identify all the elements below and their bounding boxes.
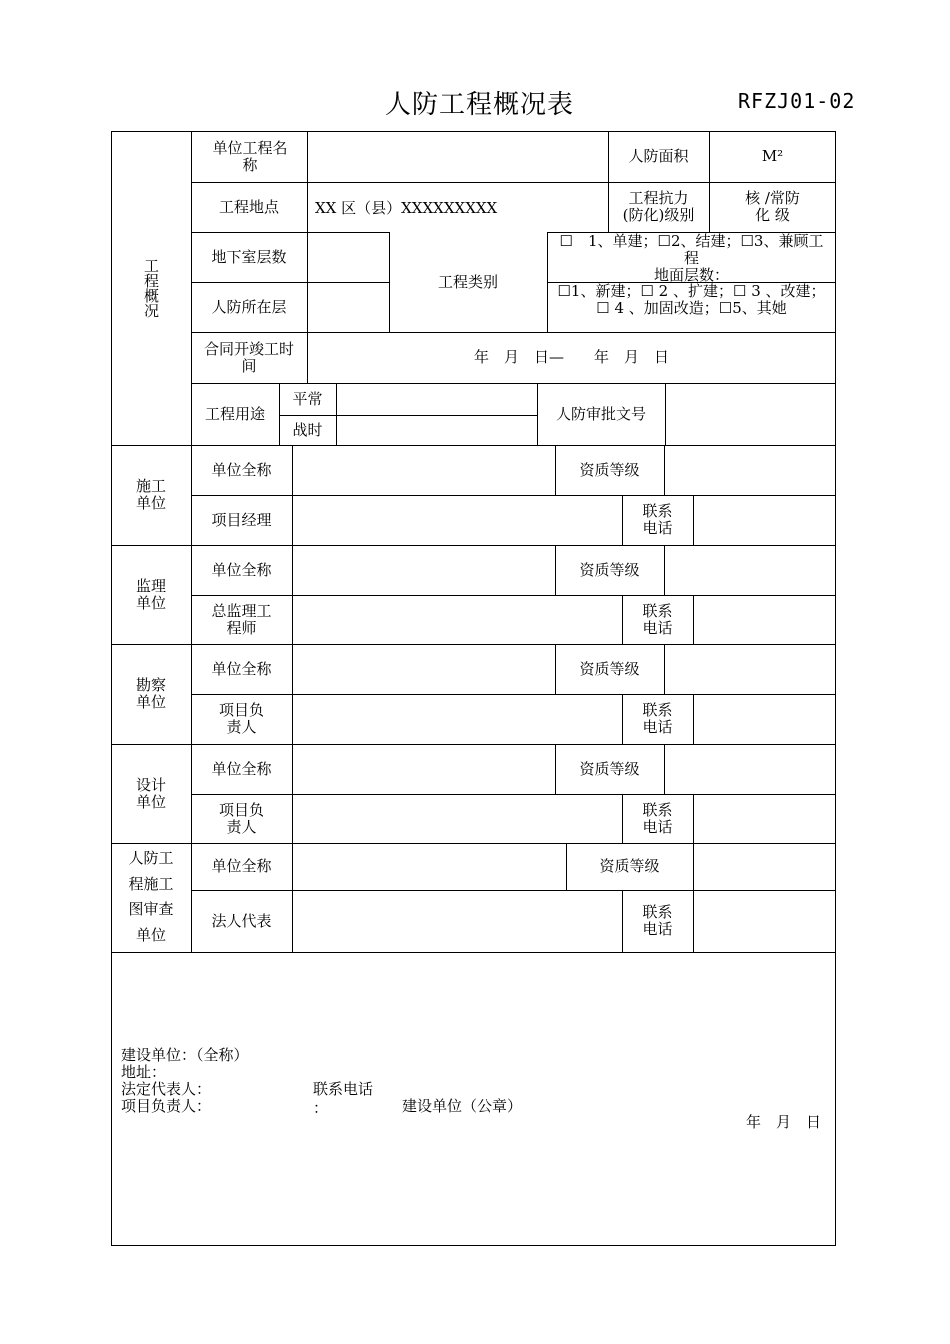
peacetime-field[interactable] [337,384,537,415]
builder-label: 建设单位：（全称） [121,1046,249,1064]
contract-period-label: 合同开竣工时间 [203,339,294,375]
construction-name-label: 单位全称 [211,460,272,479]
supervision-qual-label: 资质等级 [579,560,640,579]
location-label: 工程地点 [218,197,279,216]
project-leader-label: 项目负责人： [121,1097,212,1115]
survey-person-label: 项目负责人 [218,701,264,736]
category-options-box-1[interactable] [547,232,836,282]
section-label-overview: 工程概况 [142,258,160,318]
seal-label: 建设单位（公章） [402,1097,523,1115]
resistance-label: 工程抗力(防化)级别 [622,189,695,224]
survey-name-label: 单位全称 [211,659,272,678]
review-person-field[interactable] [293,891,622,952]
resistance-value[interactable]: 核 /常防化 级 [745,189,800,224]
basement-floors-label: 地下室层数 [211,247,287,266]
design-name-label: 单位全称 [211,759,272,778]
review-qual-field[interactable] [694,844,836,890]
supervision-name-label: 单位全称 [211,560,272,579]
section-label-construction: 施工单位 [135,477,166,512]
legal-rep-label: 法定代表人： [121,1080,212,1098]
construction-person-label: 项目经理 [211,510,272,529]
design-name-field[interactable] [293,745,555,794]
review-phone-label: 联系电话 [642,903,673,938]
supervision-person-field[interactable] [293,596,622,644]
section-label-supervision: 监理单位 [135,576,166,612]
construction-qual-field[interactable] [665,446,836,495]
review-qual-label: 资质等级 [599,857,660,875]
peacetime-label: 平常 [292,389,323,408]
category-options-2: ☐1、新建；☐ 2 、扩建；☐ 3 、改建； [557,282,826,300]
supervision-qual-field[interactable] [665,546,836,595]
approval-field[interactable] [666,384,836,445]
review-person-label: 法人代表 [211,911,272,930]
design-phone-label: 联系电话 [642,800,673,836]
construction-person-field[interactable] [293,496,622,545]
construction-phone-label: 联系电话 [642,502,673,537]
form-code: RFZJ01-02 [738,89,856,113]
area-label: 人防面积 [628,147,689,165]
category-options-3: ☐ 4 、加固改造；☐5、其她 [596,299,787,317]
wartime-label: 战时 [292,420,323,439]
supervision-phone-field[interactable] [694,596,836,644]
design-person-field[interactable] [293,795,622,843]
supervision-person-label: 总监理工程师 [211,601,272,637]
supervision-name-field[interactable] [293,546,555,595]
area-unit[interactable]: M² [761,147,784,165]
survey-phone-field[interactable] [694,695,836,744]
section-label-design: 设计单位 [135,775,166,811]
address-label: 地址： [121,1063,167,1081]
construction-name-field[interactable] [293,446,555,495]
usage-label: 工程用途 [204,404,265,423]
design-phone-field[interactable] [694,795,836,843]
category-options-1: ☐ 1、单建；☐2、结建；☐3、兼顾工程 [559,232,824,267]
category-label: 工程类别 [437,272,498,291]
survey-person-field[interactable] [293,695,622,744]
design-qual-label: 资质等级 [579,759,640,778]
footer-date: 年 月 日 [746,1113,822,1131]
contract-period-value[interactable]: 年 月 日— 年 月 日 [473,348,669,366]
construction-qual-label: 资质等级 [579,460,640,479]
unit-project-name-label: 单位工程名称 [212,138,288,174]
review-phone-field[interactable] [694,891,836,952]
location-value[interactable]: XX 区（县）XXXXXXXXX [315,198,498,217]
section-label-survey: 勘察单位 [135,676,166,711]
basement-floors-field[interactable] [308,233,389,282]
contact-phone-label: 联系电话 [313,1080,374,1098]
contact-phone-colon: ： [313,1099,329,1117]
page-title: 人防工程概况表 [385,90,575,120]
survey-name-field[interactable] [293,645,555,694]
review-name-label: 单位全称 [211,857,272,875]
survey-qual-label: 资质等级 [579,659,640,678]
civil-floor-label: 人防所在层 [211,297,287,316]
survey-qual-field[interactable] [665,645,836,694]
divider [111,952,836,953]
review-name-field[interactable] [293,844,566,890]
category-options-box-2[interactable] [547,282,836,332]
section-label-review: 人防工 程施工 图审查 单位 [128,849,174,944]
supervision-phone-label: 联系电话 [642,601,673,637]
above-ground-floors: 地面层数： [653,266,729,282]
unit-project-name-field[interactable] [308,132,608,182]
wartime-field[interactable] [337,416,537,445]
design-person-label: 项目负责人 [218,800,264,836]
approval-label: 人防审批文号 [555,404,646,423]
civil-floor-field[interactable] [308,283,389,332]
design-qual-field[interactable] [665,745,836,794]
construction-phone-field[interactable] [694,496,836,545]
survey-phone-label: 联系电话 [642,701,673,736]
